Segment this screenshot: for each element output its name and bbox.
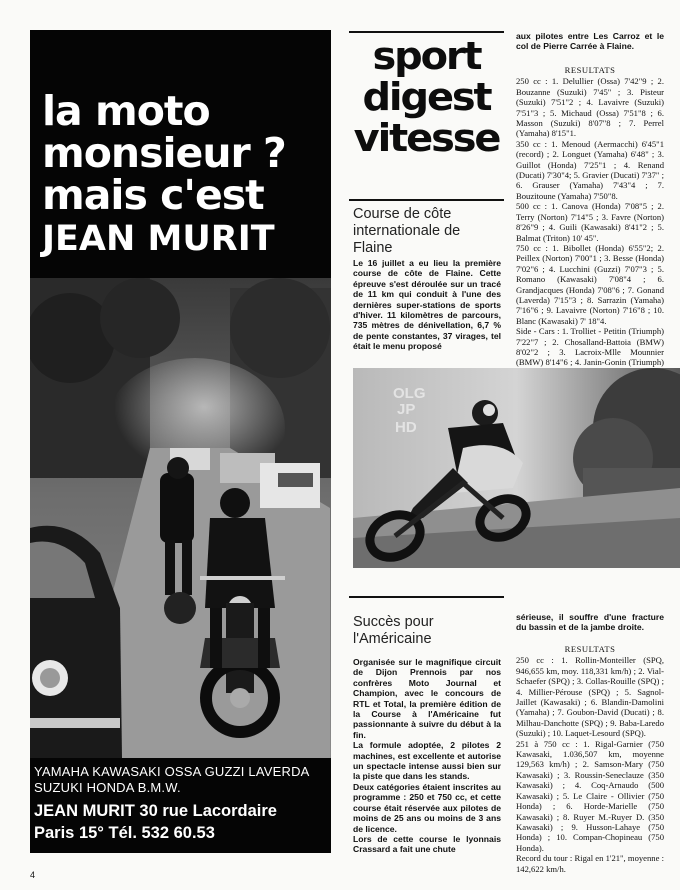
results-entry: 250 cc : 1. Delullier (Ossa) 7'42"9 ; 2. Bouzanne (Suzuki) 7'45" ; 3. Pisteur (Suzuki) 7'51"2 ; 4. Lavaivre (Suzuki) 7'51"3 ; 5. Michaud (Ossa) 7'51"8 ; 6. Masson (Suzuki) 8'07"8 ; 7. Perrel (Yamaha) 8'15"1. <box>516 76 664 139</box>
logo-word: sport <box>372 34 481 78</box>
results-entry: 350 cc : 1. Menoud (Aermacchi) 6'45"1 (record) ; 2. Longuet (Yamaha) 6'48" ; 3. Guillot (Honda) 7'25"1 ; 4. Renand (Ducati) 7'30"4; 5. Gravier (Ducati) 7'37" ; 6. Grauser (Yamaha) 7'43"4 ; 7. Bouzitoune (Yamaha) 7'50"8. <box>516 138 664 201</box>
ad-headline <box>42 87 323 260</box>
page-number: 4 <box>30 870 36 880</box>
article2-paragraph: Deux catégories étaient inscrites au programme : 250 et 750 cc, et cette course était réservée aux pilotes de moins de 25 ans ou moins de 3 ans de licence. <box>353 781 501 834</box>
watermark-text: JP <box>397 401 416 418</box>
article2-continuation-text: sérieuse, il souffre d'une fracture du bassin et de la jambe droite. <box>516 612 664 633</box>
watermark-text: HD <box>395 419 417 436</box>
ad-brands-line: YAMAHA KAWASAKI OSSA GUZZI LAVERDA <box>34 764 310 779</box>
results-entry: Record du tour : Rigal en 1'21", moyenne : 142,622 km/h. <box>516 853 664 874</box>
article2-body <box>353 657 501 855</box>
article2-paragraph: Organisée sur le magnifique circuit de Dijon Prennois par nos confrères Moto Journal et Champion, avec le concours de RTL et Total, la première édition de la Course à l'Américaine fut passionnante à suivre du début à la fin. <box>353 657 501 740</box>
ad-address-line: JEAN MURIT 30 rue Lacordaire <box>34 802 277 820</box>
article2-title <box>353 614 434 648</box>
jean-murit-advertisement <box>30 30 331 853</box>
motorcycle-street-photo <box>30 278 331 758</box>
logo-word: vitesse <box>353 116 500 160</box>
ad-address-line: Paris 15° Tél. 532 60.53 <box>34 824 215 842</box>
ad-brand-list <box>34 764 310 796</box>
watermark-text: OLG <box>393 385 426 402</box>
article1-title-line: Flaine <box>353 240 393 256</box>
results-entry: 750 cc : 1. Bibollet (Honda) 6'55"2; 2. Peillex (Norton) 7'00"1 ; 3. Besse (Honda) 7'02"6 ; 4. Lucchini (Guzzi) 7'07"3 ; 5. Romano (Kawasaki) 7'08"4 ; 6. Grandjacques (Honda) 7'08"6 ; 7. Gonand (Laverda) 7'15"3 ; 8. Sarrazin (Yamaha) 7'16"6 ; 9. Lavaivre (Norton) 7'16"8 ; 10. Blanc (Kawasaki) 7' 18"4. <box>516 242 664 326</box>
sport-digest-vitesse-logo <box>349 36 504 196</box>
results-entry: Side - Cars : 1. Trolliet - Petitin (Triumph) 7'22"7 ; 2. Chosalland-Battoia (BMW) 8'02"2 ; 3. Lacroix-Mlle Mounnier (BMW) 8'14"6 ; 4. Janin-Gonin (Triumph) <box>516 326 664 368</box>
article1-title-line: Course de côte <box>353 206 452 222</box>
section-rule <box>349 199 504 201</box>
results-entry: 500 cc : 1. Canova (Honda) 7'08"5 ; 2. Terry (Norton) 7'14"5 ; 3. Favre (Norton) 8'26"9 ; 4. Guili (Kawasaki) 8'41"2 ; 5. Balmat (Triton) 10' 45". <box>516 201 664 243</box>
article2-title-line: l'Américaine <box>353 631 432 647</box>
article2-results <box>516 643 664 874</box>
article2-title-line: Succès pour <box>353 614 434 630</box>
article2-continuation <box>516 612 664 633</box>
ad-brands-line: SUZUKI HONDA B.M.W. <box>34 780 181 795</box>
article1-continuation <box>516 31 664 52</box>
logo-word: digest <box>362 75 491 119</box>
article1-continuation-text: aux pilotes entre Les Carroz et le col de Pierre Carrée à Flaine. <box>516 31 664 52</box>
ad-headline-line: la moto <box>42 87 210 135</box>
section-rule <box>349 596 504 598</box>
ad-headline-brand: JEAN MURIT <box>42 219 275 259</box>
column-rule <box>349 31 504 33</box>
article1-results <box>516 64 664 378</box>
racing-motorcycle-photo <box>353 368 680 568</box>
ad-headline-line: monsieur ? <box>42 129 286 177</box>
article1-body <box>353 258 501 352</box>
article2-paragraph: La formule adoptée, 2 pilotes 2 machines, est excellente et autorise un spectacle intense aussi bien sur la piste que dans les stands. <box>353 740 501 782</box>
ad-headline-line: mais c'est <box>42 171 264 219</box>
ad-address <box>34 800 277 844</box>
article2-paragraph: Lors de cette course le lyonnais Crassard a fait une chute <box>353 833 501 855</box>
article1-title-line: internationale de <box>353 223 461 239</box>
article1-paragraph: Le 16 juillet a eu lieu la première course de côte de Flaine. Cette épreuve s'est déroulée sur un tracé de 11 km qui conduit à l'une des dernières super-stations de sports d'hiver. 11 kilomètres de parcours, 735 mètres de dénivellation, 6,7 % de pente constantes, 37 virages, tel était le menu proposé <box>353 258 501 352</box>
results-heading: RESULTATS <box>564 65 616 75</box>
results-entry: 251 à 750 cc : 1. Rigal-Garnier (750 Kawasaki, 1.036,507 km, moyenne 129,563 km/h) ; 2. Samson-Mary (750 Kawasaki) ; 3. Roussin-Seneclauze (350 Kawasaki) ; 4. Coq-Arnaudo (500 Kawasaki) ; 5. Le Claire - Ollivier (750 Honda) ; 6. Horde-Marielle (750 Kawasaki) ; 8. Ruyer M.-Ruyer D. (350 Kawasaki) ; 9. Husson-Lahaye (750 Honda) ; 10. Compan-Chopineau (750 Honda). <box>516 738 664 853</box>
article1-title <box>353 206 460 257</box>
results-heading: RESULTATS <box>564 644 616 654</box>
results-entry: 250 cc : 1. Rollin-Monteiller (SPQ, 946,655 km, moy. 118,331 km/h) ; 2. Vial-Schaefer (SPQ) ; 3. Collas-Rouille (SPQ) ; 4. Millier-Pérouse (SPQ) ; 5. Sagnol-Jaillet (Kawasaki) ; 6. Blandin-Damolini (Yamaha) ; 7. Goubon-David (Ducati) ; 8. Milhau-Danchotte (SPQ) ; 9. Baba-Laredo (Suzuki) ; 10. Laquet-Lesourd (SPQ). <box>516 655 664 739</box>
